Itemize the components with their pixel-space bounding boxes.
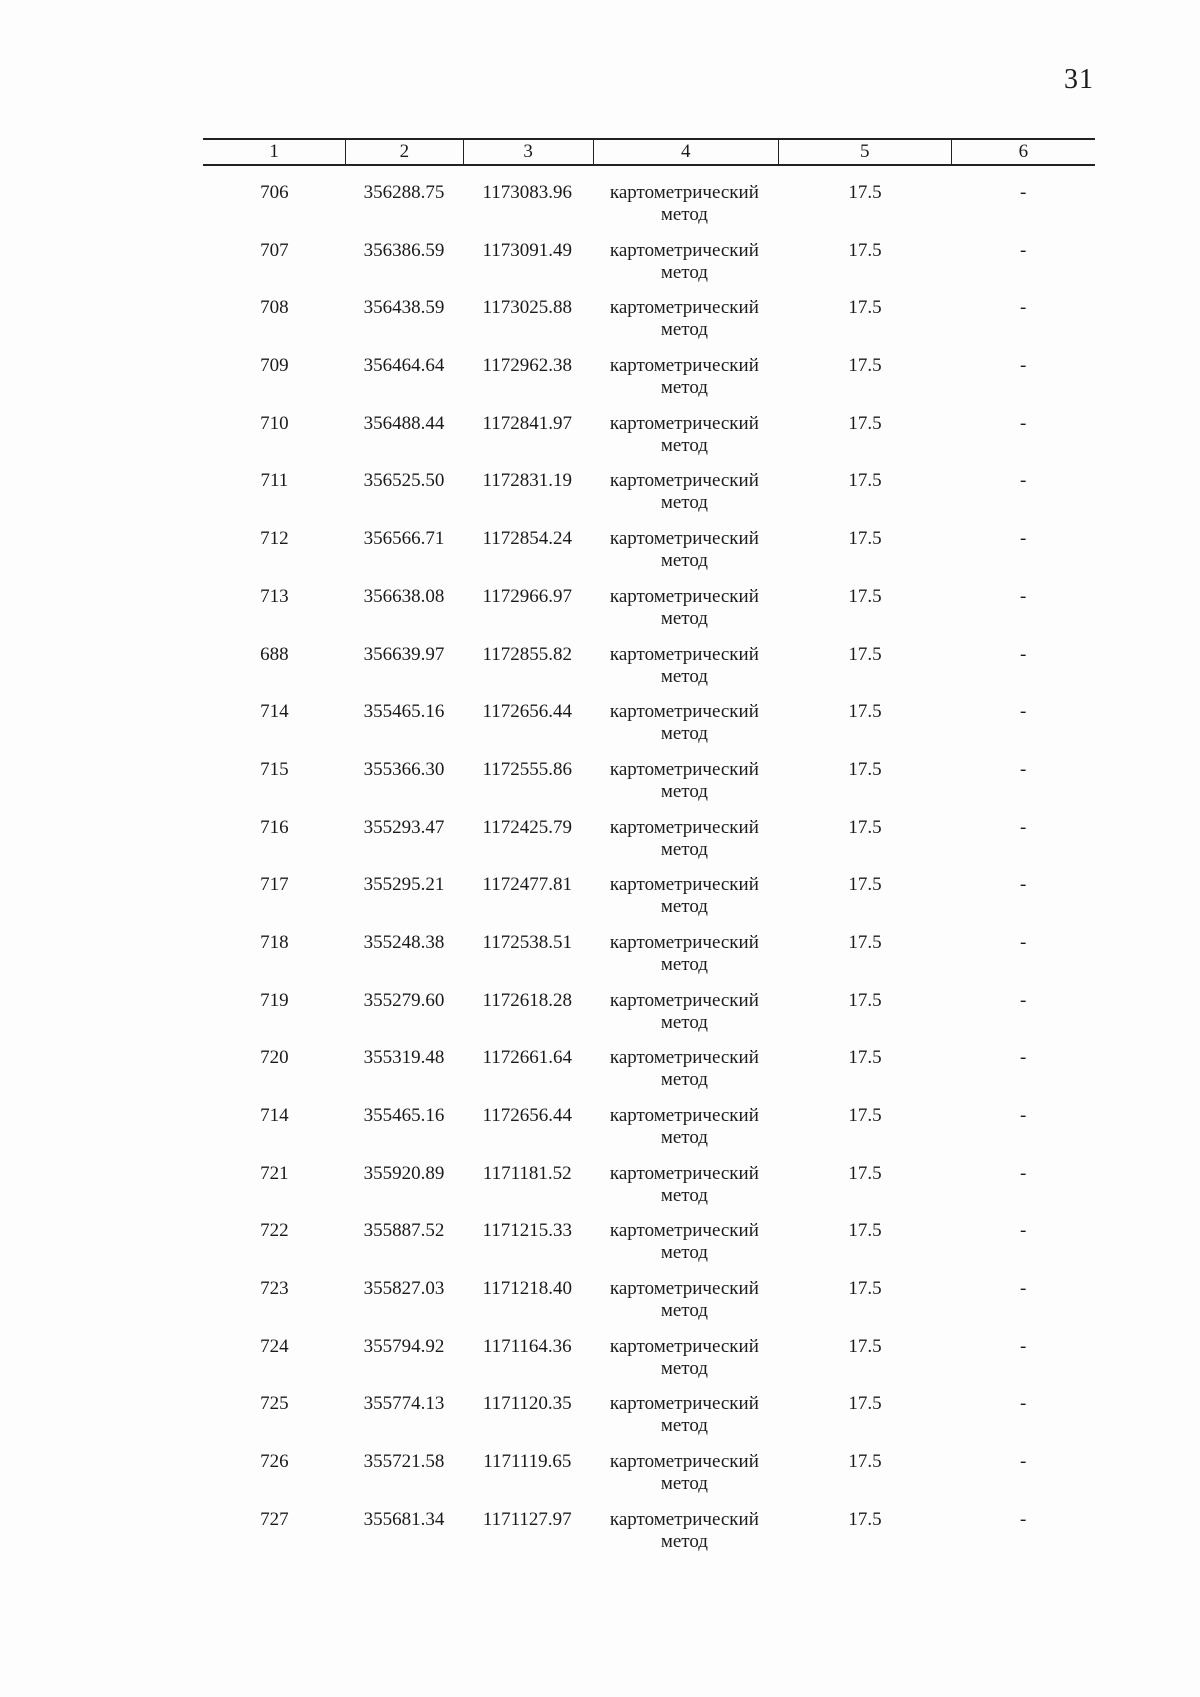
- x-coordinate-cell: 355721.58: [363, 1451, 445, 1473]
- header-col-3: 3: [464, 140, 594, 164]
- method-cell: [592, 413, 777, 471]
- y-coordinate-cell: 1173083.96: [482, 182, 573, 203]
- note-cell: -: [1019, 643, 1027, 665]
- note-cell: -: [1019, 1220, 1027, 1242]
- table-row: [203, 932, 1095, 990]
- y-coordinate-cell: 1172656.44: [482, 701, 573, 723]
- point-id-cell: 722: [260, 1220, 289, 1242]
- table-row: [203, 1278, 1095, 1336]
- method-cell: [592, 297, 777, 355]
- method-line-1: картометрический: [609, 182, 759, 203]
- x-coordinate-cell: 355319.48: [363, 1047, 445, 1069]
- method-line-2: метод: [660, 896, 708, 918]
- accuracy-cell: 17.5: [848, 470, 882, 492]
- x-coordinate-cell: 356639.97: [363, 643, 445, 665]
- method-cell: [592, 701, 777, 759]
- y-coordinate-cell: 1172656.44: [482, 1105, 573, 1126]
- method-line-1: картометрический: [609, 701, 759, 723]
- note-cell: -: [1019, 701, 1027, 723]
- x-coordinate-cell: 355774.13: [363, 1393, 445, 1415]
- point-id-cell: 717: [260, 874, 289, 896]
- table-row: [203, 413, 1095, 471]
- method-line-2: метод: [660, 1530, 708, 1552]
- method-cell: [592, 240, 777, 298]
- x-coordinate-cell: 355366.30: [363, 758, 445, 780]
- method-cell: [592, 182, 777, 240]
- method-line-1: картометрический: [609, 1335, 759, 1357]
- table-row: [203, 355, 1095, 413]
- point-id-cell: 707: [260, 239, 289, 261]
- point-id-cell: 709: [260, 355, 289, 377]
- method-cell: [592, 990, 777, 1048]
- accuracy-cell: 17.5: [848, 1220, 882, 1242]
- table-row: [203, 874, 1095, 932]
- table-row: [203, 990, 1095, 1048]
- header-col-4: 4: [594, 140, 779, 164]
- y-coordinate-cell: 1172425.79: [482, 816, 573, 838]
- y-coordinate-cell: 1171119.65: [483, 1451, 572, 1473]
- method-line-1: картометрический: [609, 874, 759, 896]
- method-line-1: картометрический: [609, 1105, 759, 1126]
- accuracy-cell: 17.5: [848, 1047, 882, 1069]
- method-line-1: картометрический: [609, 816, 759, 838]
- x-coordinate-cell: 355248.38: [363, 931, 445, 953]
- accuracy-cell: 17.5: [848, 1335, 882, 1357]
- method-line-2: метод: [660, 1415, 708, 1437]
- point-id-cell: 719: [260, 989, 289, 1011]
- method-cell: [592, 355, 777, 413]
- header-col-2: 2: [346, 140, 463, 164]
- point-id-cell: 720: [260, 1047, 289, 1069]
- y-coordinate-cell: 1172538.51: [482, 931, 573, 953]
- note-cell: -: [1019, 758, 1027, 780]
- y-coordinate-cell: 1171164.36: [482, 1335, 572, 1357]
- note-cell: -: [1019, 1451, 1027, 1473]
- method-line-1: картометрический: [609, 528, 759, 550]
- table-row: [203, 1220, 1095, 1278]
- note-cell: -: [1019, 297, 1027, 319]
- method-line-2: метод: [660, 319, 708, 341]
- x-coordinate-cell: 355279.60: [363, 989, 445, 1011]
- method-line-2: метод: [660, 434, 708, 456]
- y-coordinate-cell: 1172477.81: [482, 874, 573, 896]
- method-line-1: картометрический: [609, 1451, 759, 1473]
- method-line-2: метод: [660, 377, 708, 399]
- method-cell: [592, 759, 777, 817]
- method-line-2: метод: [660, 550, 708, 572]
- method-line-2: метод: [660, 723, 708, 745]
- method-cell: [592, 932, 777, 990]
- table-row: [203, 1451, 1095, 1509]
- note-cell: -: [1019, 355, 1027, 377]
- table-row: [203, 586, 1095, 644]
- point-id-cell: 726: [260, 1451, 289, 1473]
- note-cell: -: [1019, 1393, 1027, 1415]
- method-line-1: картометрический: [609, 1393, 759, 1415]
- table-row: [203, 470, 1095, 528]
- y-coordinate-cell: 1172555.86: [482, 758, 573, 780]
- table-row: [203, 1336, 1095, 1394]
- note-cell: -: [1019, 816, 1027, 838]
- point-id-cell: 723: [260, 1278, 289, 1300]
- accuracy-cell: 17.5: [848, 182, 882, 203]
- x-coordinate-cell: 355920.89: [363, 1162, 445, 1184]
- x-coordinate-cell: 356438.59: [363, 297, 445, 319]
- method-line-2: метод: [660, 780, 708, 802]
- x-coordinate-cell: 355295.21: [363, 874, 445, 896]
- method-cell: [592, 1105, 777, 1163]
- method-line-1: картометрический: [609, 470, 759, 492]
- table-row: [203, 1393, 1095, 1451]
- point-id-cell: 706: [260, 182, 289, 203]
- point-id-cell: 712: [260, 528, 289, 550]
- table-row: [203, 182, 1095, 240]
- accuracy-cell: 17.5: [848, 528, 882, 550]
- x-coordinate-cell: 355794.92: [363, 1335, 445, 1357]
- method-cell: [592, 1509, 777, 1567]
- method-cell: [592, 528, 777, 586]
- method-line-2: метод: [660, 1127, 708, 1148]
- accuracy-cell: 17.5: [848, 1393, 882, 1415]
- point-id-cell: 725: [260, 1393, 289, 1415]
- table-row: [203, 759, 1095, 817]
- coordinates-table: [203, 138, 1095, 1567]
- note-cell: -: [1019, 585, 1027, 607]
- note-cell: -: [1019, 1047, 1027, 1069]
- note-cell: -: [1019, 874, 1027, 896]
- method-cell: [592, 1220, 777, 1278]
- method-line-2: метод: [660, 1300, 708, 1322]
- method-line-2: метод: [660, 838, 708, 860]
- x-coordinate-cell: 356464.64: [363, 355, 445, 377]
- method-line-2: метод: [660, 1242, 708, 1264]
- method-line-2: метод: [660, 261, 708, 283]
- note-cell: -: [1019, 1508, 1027, 1530]
- table-row: [203, 528, 1095, 586]
- x-coordinate-cell: 355827.03: [363, 1278, 445, 1300]
- method-line-2: метод: [660, 492, 708, 514]
- x-coordinate-cell: 356288.75: [363, 182, 445, 203]
- y-coordinate-cell: 1172841.97: [482, 412, 573, 434]
- accuracy-cell: 17.5: [848, 1278, 882, 1300]
- note-cell: -: [1019, 1335, 1027, 1357]
- table-row: [203, 644, 1095, 702]
- y-coordinate-cell: 1171215.33: [482, 1220, 573, 1242]
- point-id-cell: 714: [260, 701, 289, 723]
- accuracy-cell: 17.5: [848, 1162, 882, 1184]
- table-body: [203, 182, 1095, 1567]
- point-id-cell: 710: [260, 412, 289, 434]
- note-cell: -: [1019, 1162, 1027, 1184]
- method-cell: [592, 874, 777, 932]
- method-cell: [592, 586, 777, 644]
- method-cell: [592, 1336, 777, 1394]
- table-row: [203, 240, 1095, 298]
- method-line-1: картометрический: [609, 239, 759, 261]
- point-id-cell: 721: [260, 1162, 289, 1184]
- method-cell: [592, 1393, 777, 1451]
- table-row: [203, 297, 1095, 355]
- accuracy-cell: 17.5: [848, 239, 882, 261]
- header-col-5: 5: [779, 140, 952, 164]
- y-coordinate-cell: 1172854.24: [482, 528, 573, 550]
- header-col-1: 1: [203, 140, 346, 164]
- method-line-1: картометрический: [609, 585, 759, 607]
- method-line-1: картометрический: [609, 412, 759, 434]
- point-id-cell: 727: [260, 1508, 289, 1530]
- point-id-cell: 688: [260, 643, 289, 665]
- table-row: [203, 1163, 1095, 1221]
- note-cell: -: [1019, 470, 1027, 492]
- accuracy-cell: 17.5: [848, 355, 882, 377]
- y-coordinate-cell: 1172661.64: [482, 1047, 573, 1069]
- note-cell: -: [1019, 182, 1027, 203]
- note-cell: -: [1019, 412, 1027, 434]
- header-col-6: 6: [1018, 141, 1029, 162]
- accuracy-cell: 17.5: [848, 643, 882, 665]
- accuracy-cell: 17.5: [848, 1451, 882, 1473]
- method-line-2: метод: [660, 953, 708, 975]
- table-row: [203, 1047, 1095, 1105]
- y-coordinate-cell: 1173091.49: [482, 239, 573, 261]
- point-id-cell: 711: [260, 470, 289, 492]
- table-row: [203, 1105, 1095, 1163]
- method-cell: [592, 817, 777, 875]
- accuracy-cell: 17.5: [848, 758, 882, 780]
- y-coordinate-cell: 1171181.52: [482, 1162, 572, 1184]
- method-line-2: метод: [660, 1357, 708, 1379]
- accuracy-cell: 17.5: [848, 816, 882, 838]
- note-cell: -: [1019, 239, 1027, 261]
- table-header-row: [203, 138, 1095, 166]
- point-id-cell: 715: [260, 758, 289, 780]
- page-number: 31: [1064, 64, 1094, 95]
- method-line-1: картометрический: [609, 1278, 759, 1300]
- table-row: [203, 1509, 1095, 1567]
- accuracy-cell: 17.5: [848, 412, 882, 434]
- note-cell: -: [1019, 528, 1027, 550]
- method-line-1: картометрический: [609, 1508, 759, 1530]
- y-coordinate-cell: 1172962.38: [482, 355, 573, 377]
- accuracy-cell: 17.5: [848, 585, 882, 607]
- x-coordinate-cell: 356525.50: [363, 470, 445, 492]
- y-coordinate-cell: 1171120.35: [482, 1393, 572, 1415]
- method-line-2: метод: [660, 1011, 708, 1033]
- method-cell: [592, 644, 777, 702]
- method-line-1: картометрический: [609, 1047, 759, 1069]
- table-row: [203, 817, 1095, 875]
- accuracy-cell: 17.5: [848, 1508, 882, 1530]
- point-id-cell: 724: [260, 1335, 289, 1357]
- point-id-cell: 718: [260, 931, 289, 953]
- note-cell: -: [1019, 1278, 1027, 1300]
- x-coordinate-cell: 356638.08: [363, 585, 445, 607]
- point-id-cell: 713: [260, 585, 289, 607]
- point-id-cell: 708: [260, 297, 289, 319]
- y-coordinate-cell: 1172966.97: [482, 585, 573, 607]
- x-coordinate-cell: 356566.71: [363, 528, 445, 550]
- accuracy-cell: 17.5: [848, 297, 882, 319]
- method-line-2: метод: [660, 665, 708, 687]
- method-cell: [592, 1278, 777, 1336]
- method-line-2: метод: [660, 1473, 708, 1495]
- x-coordinate-cell: 355681.34: [363, 1508, 445, 1530]
- method-cell: [592, 1163, 777, 1221]
- x-coordinate-cell: 355465.16: [363, 1105, 445, 1126]
- method-line-1: картометрический: [609, 297, 759, 319]
- note-cell: -: [1019, 931, 1027, 953]
- y-coordinate-cell: 1172855.82: [482, 643, 573, 665]
- y-coordinate-cell: 1171218.40: [482, 1278, 573, 1300]
- accuracy-cell: 17.5: [848, 989, 882, 1011]
- method-line-1: картометрический: [609, 931, 759, 953]
- method-line-1: картометрический: [609, 758, 759, 780]
- method-line-1: картометрический: [609, 1220, 759, 1242]
- accuracy-cell: 17.5: [848, 1105, 882, 1126]
- method-line-2: метод: [660, 1069, 708, 1091]
- method-line-2: метод: [660, 1184, 708, 1206]
- note-cell: -: [1019, 1105, 1027, 1126]
- note-cell: -: [1019, 989, 1027, 1011]
- method-cell: [592, 470, 777, 528]
- point-id-cell: 714: [260, 1105, 289, 1126]
- y-coordinate-cell: 1171127.97: [482, 1508, 572, 1530]
- accuracy-cell: 17.5: [848, 701, 882, 723]
- x-coordinate-cell: 356386.59: [363, 239, 445, 261]
- y-coordinate-cell: 1172831.19: [482, 470, 573, 492]
- table-row: [203, 701, 1095, 759]
- method-line-1: картометрический: [609, 1162, 759, 1184]
- method-cell: [592, 1047, 777, 1105]
- x-coordinate-cell: 355465.16: [363, 701, 445, 723]
- accuracy-cell: 17.5: [848, 874, 882, 896]
- method-line-1: картометрический: [609, 989, 759, 1011]
- y-coordinate-cell: 1172618.28: [482, 989, 573, 1011]
- method-line-2: метод: [660, 607, 708, 629]
- method-line-1: картометрический: [609, 355, 759, 377]
- method-line-2: метод: [660, 204, 708, 225]
- y-coordinate-cell: 1173025.88: [482, 297, 573, 319]
- accuracy-cell: 17.5: [848, 931, 882, 953]
- point-id-cell: 716: [260, 816, 289, 838]
- x-coordinate-cell: 355887.52: [363, 1220, 445, 1242]
- method-line-1: картометрический: [609, 643, 759, 665]
- x-coordinate-cell: 356488.44: [363, 412, 445, 434]
- x-coordinate-cell: 355293.47: [363, 816, 445, 838]
- method-cell: [592, 1451, 777, 1509]
